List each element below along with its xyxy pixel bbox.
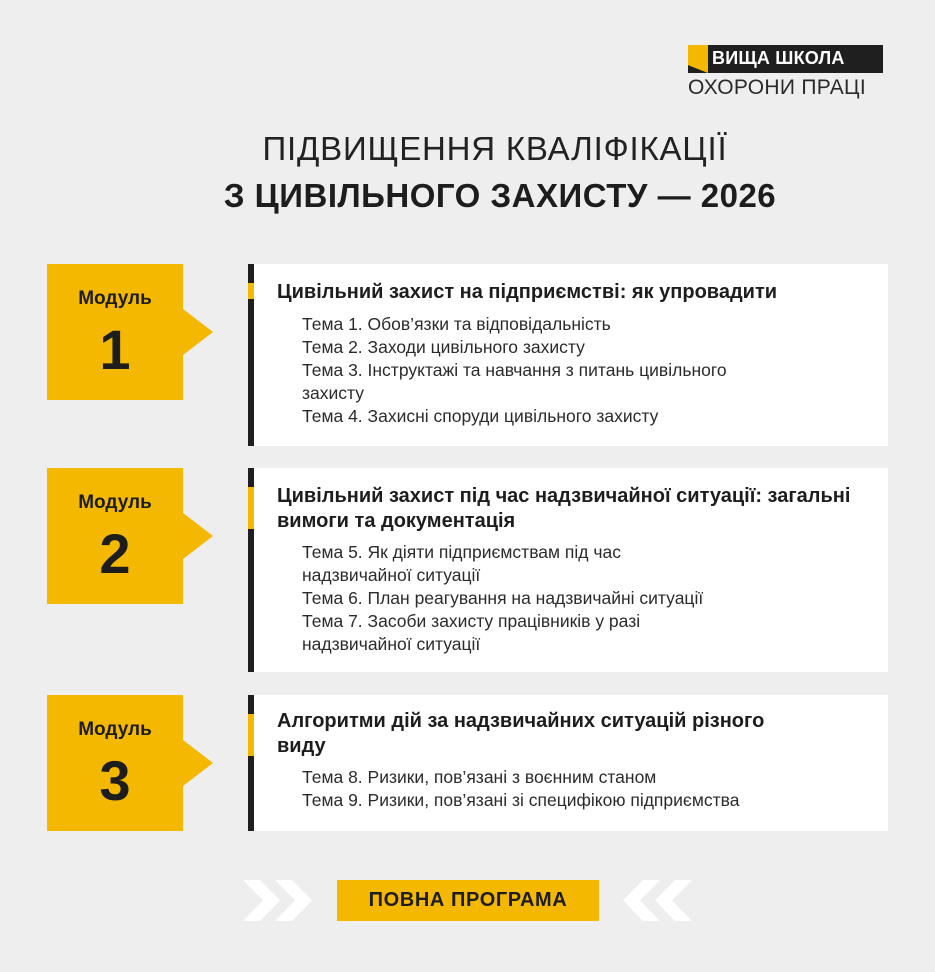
module-label: Модуль (78, 492, 152, 513)
module-3-topics (302, 766, 862, 812)
module-2-title: Цивільний захист під час надзвичайної ситуації: загальні вимоги та документація (277, 485, 851, 532)
page-title-line2: З ЦИВІЛЬНОГО ЗАХИСТУ — 2026 (223, 177, 777, 214)
topic-item: Тема 3. Інструктажі та навчання з питань цивільного захисту (302, 360, 727, 403)
topic-item: Тема 7. Засоби захисту працівників у разі надзвичайної ситуації (302, 611, 641, 654)
card-accent-marker (248, 283, 254, 299)
topic-item: Тема 5. Як діяти підприємствам під час надзвичайної ситуації (302, 542, 621, 585)
module-number: 2 (99, 522, 131, 585)
chevrons-left-icon (620, 880, 692, 921)
brand-name-line2: ОХОРОНИ ПРАЦІ (688, 76, 866, 99)
card-accent-marker (248, 487, 254, 529)
module-label: Модуль (78, 719, 152, 740)
module-number: 1 (99, 318, 131, 381)
module-label: Модуль (78, 288, 152, 309)
module-2-card (248, 468, 888, 672)
module-1-badge (47, 264, 183, 400)
module-3-card (248, 695, 888, 831)
module-3-badge (47, 695, 183, 831)
topic-item: Тема 8. Ризики, пов’язані з воєнним станом (302, 767, 657, 787)
brand-logo-badge (688, 45, 883, 73)
topic-item: Тема 1. Обов’язки та відповідальність (302, 314, 611, 334)
topic-item: Тема 2. Заходи цивільного захисту (302, 337, 585, 357)
brand-name-line1: ВИЩА ШКОЛА (712, 48, 845, 68)
module-number: 3 (99, 749, 131, 812)
page-title-line1: ПІДВИЩЕННЯ КВАЛІФІКАЦІЇ (262, 130, 728, 167)
topic-item: Тема 6. План реагування на надзвичайні ситуації (302, 588, 704, 608)
module-3-title: Алгоритми дій за надзвичайних ситуацій різного виду (277, 710, 765, 757)
chevrons-right-icon (243, 880, 315, 921)
module-2-topics (302, 541, 862, 656)
module-1-card (248, 264, 888, 446)
module-1-topics (302, 313, 862, 428)
topic-item: Тема 4. Захисні споруди цивільного захисту (302, 406, 659, 426)
card-accent-marker (248, 714, 254, 756)
brand-logo (688, 45, 883, 100)
module-1-title: Цивільний захист на підприємстві: як упровадити (277, 281, 778, 303)
module-2-badge (47, 468, 183, 604)
flag-icon (688, 45, 708, 73)
full-program-button[interactable]: ПОВНА ПРОГРАМА (337, 880, 599, 921)
topic-item: Тема 9. Ризики, пов’язані зі специфікою підприємства (302, 790, 740, 810)
